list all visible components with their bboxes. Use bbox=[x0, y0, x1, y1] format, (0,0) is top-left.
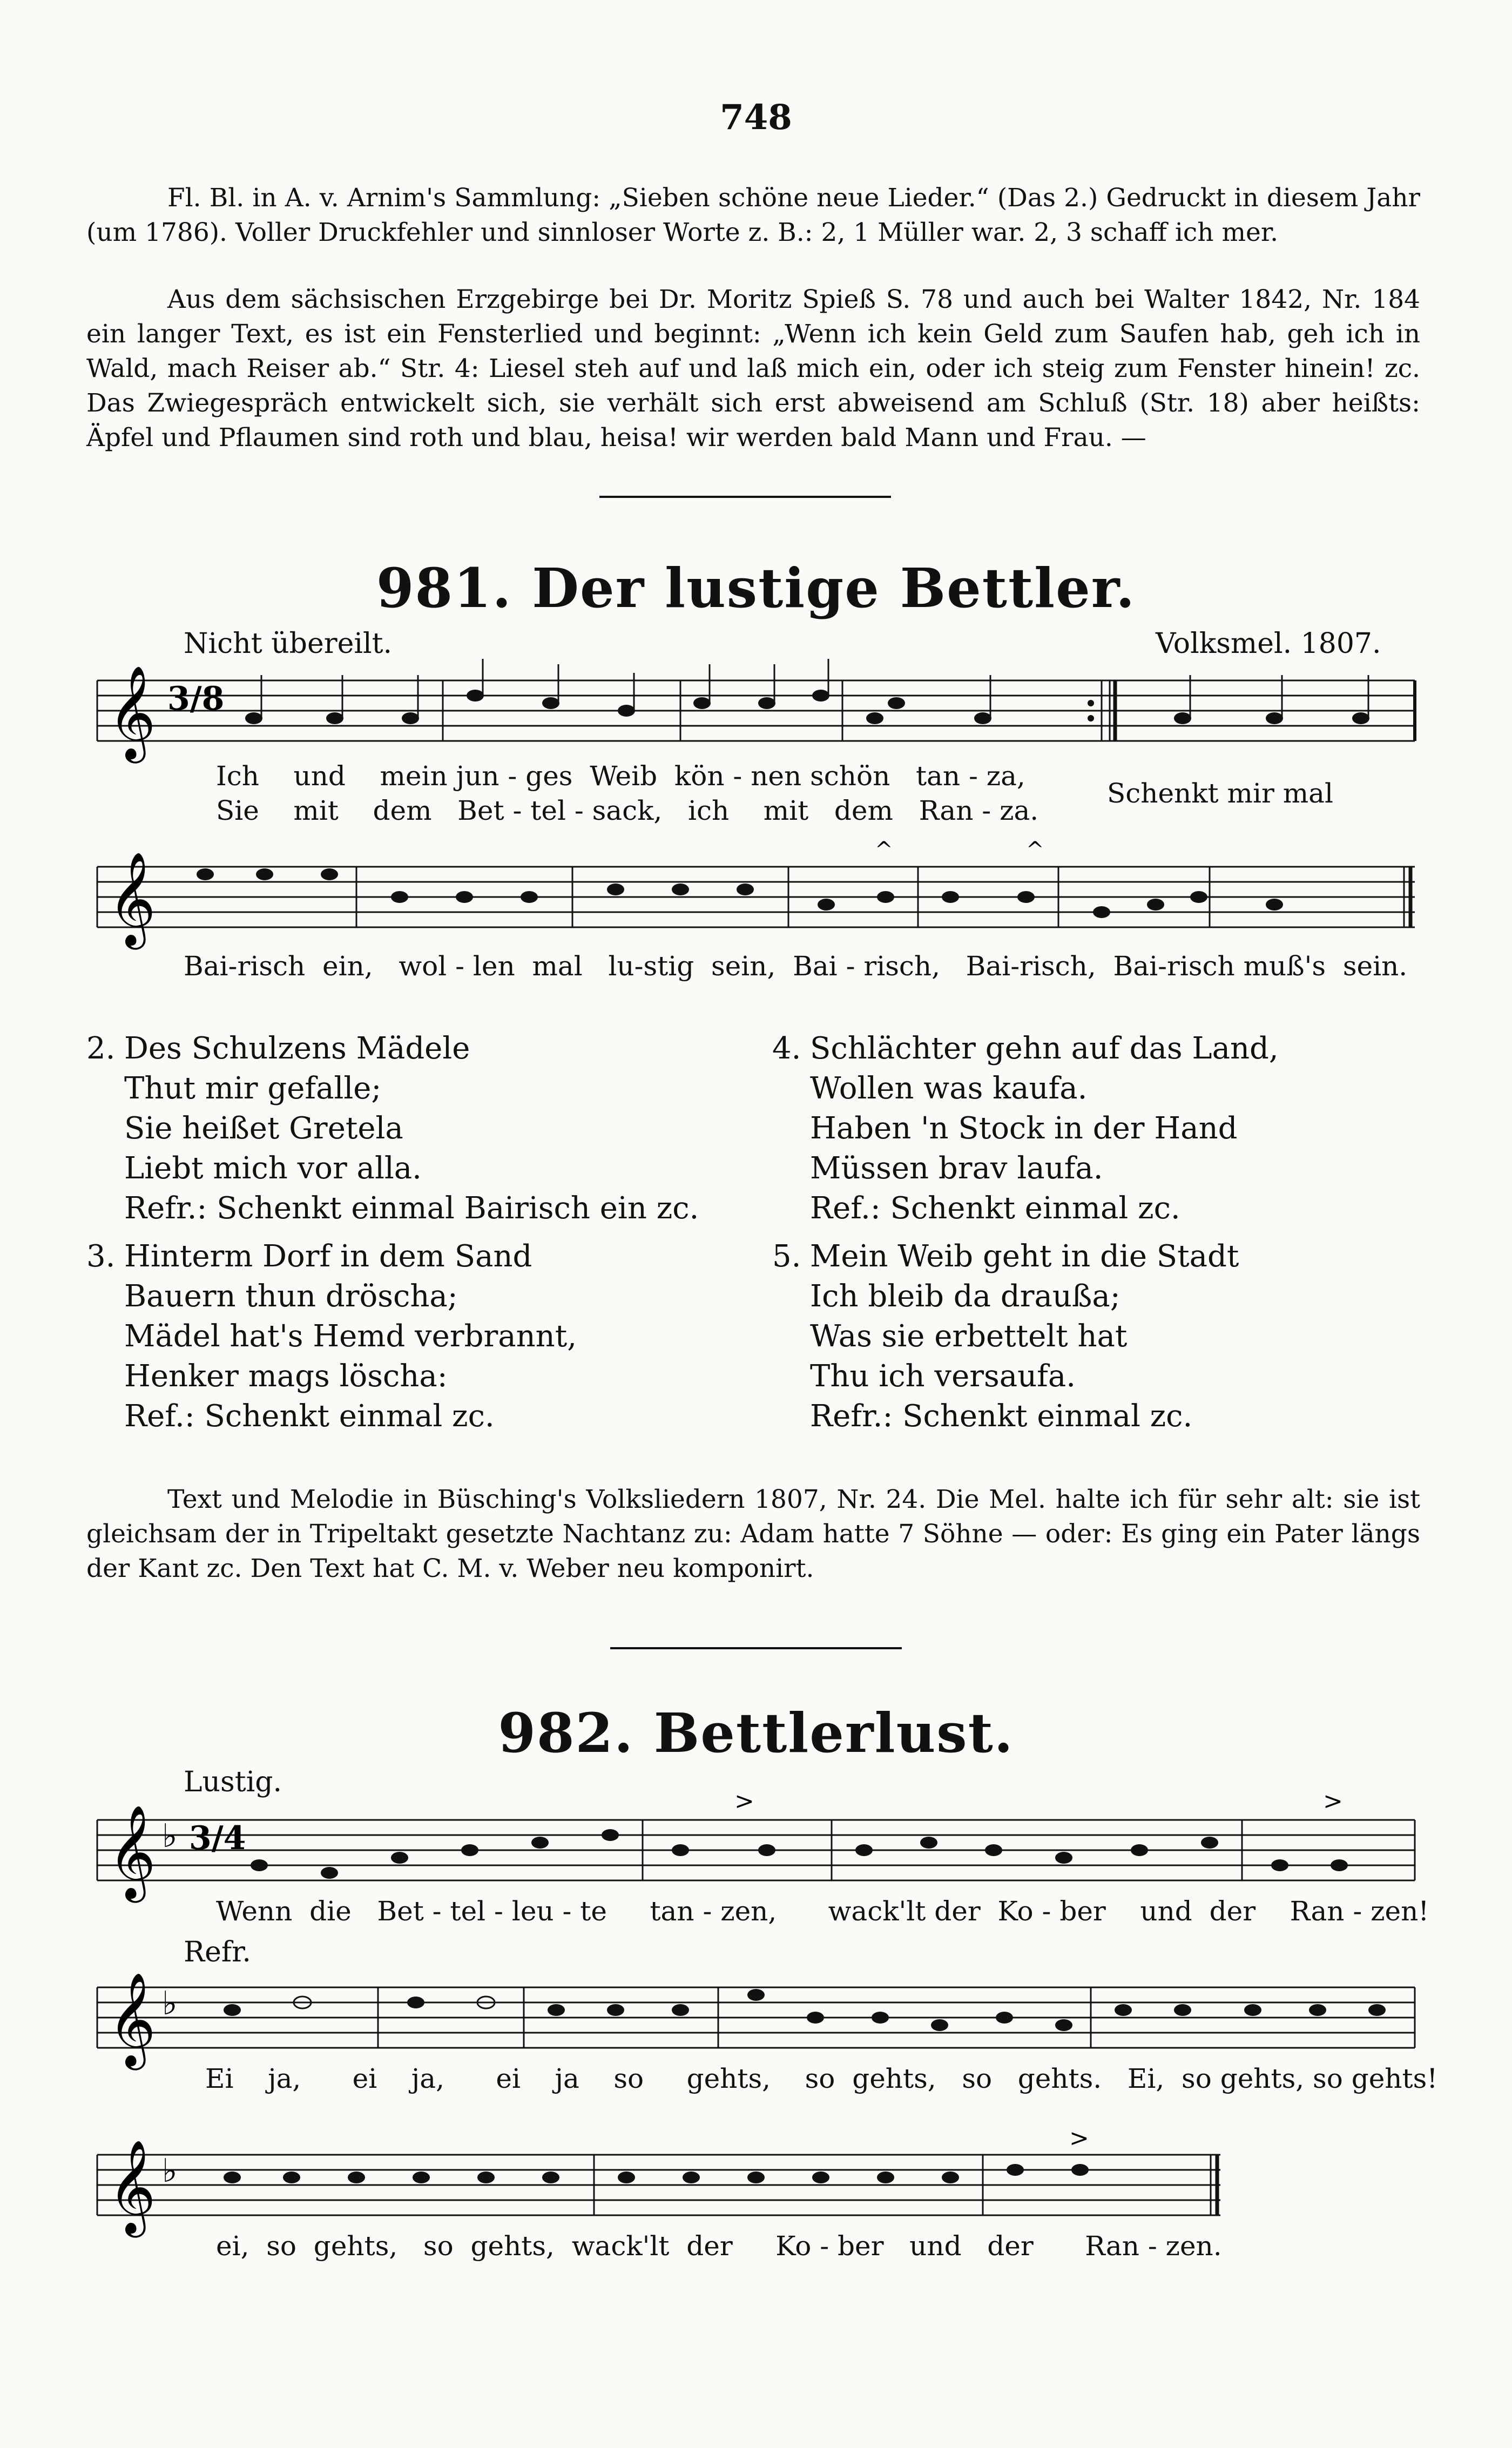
verse-number: 2. bbox=[86, 1031, 116, 1066]
tempo-marking: Nicht übereilt. bbox=[184, 628, 393, 660]
song-981-note: Text und Melodie in Büsching's Volksliedern 1807, Nr. 24. Die Mel. halte ich für sehr alt: sie ist gleichsam der in Tripeltakt gesetzte Nachtanz zu: Adam hatte 7 Söhne — oder: Es ging ein Pater längs der Kant zc. Den Text hat C. M. v. Weber neu komponirt. bbox=[86, 1485, 1420, 1583]
flat-icon: ♭ bbox=[162, 1817, 178, 1855]
lyrics-line-1: Ich und mein jun - ges Weib kön - nen schön tan - za, bbox=[216, 760, 1025, 792]
verse-4: 4. Schlächter gehn auf das Land, Wollen was kaufa. Haben 'n Stock in der Hand Müssen brav laufa. Ref.: Schenkt einmal zc. bbox=[772, 1029, 1279, 1229]
accent-icon: > bbox=[1323, 1788, 1343, 1815]
accent-icon: ^ bbox=[875, 838, 893, 862]
treble-clef-icon: 𝄞 bbox=[108, 665, 156, 759]
treble-clef-icon: 𝄞 bbox=[108, 2140, 156, 2234]
music-staff-982-1 bbox=[97, 1788, 1415, 1899]
music-staff-982-2 bbox=[97, 1971, 1415, 2066]
accent-icon: > bbox=[734, 1788, 754, 1815]
lyrics-line-3: Bai-risch ein, wol - len mal lu-stig sein, Bai - risch, Bai-risch, Bai-risch muß's sein. bbox=[184, 950, 1408, 982]
music-staff-981-2 bbox=[97, 838, 1415, 946]
verse-number: 5. bbox=[772, 1239, 801, 1274]
melody-source: Volksmel. 1807. bbox=[1156, 628, 1381, 660]
verse-3: 3. Hinterm Dorf in dem Sand Bauern thun dröscha; Mädel hat's Hemd verbrannt, Henker mags löscha: Ref.: Schenkt einmal zc. bbox=[86, 1237, 577, 1437]
flat-icon: ♭ bbox=[162, 2152, 178, 2190]
verse-5: 5. Mein Weib geht in die Stadt Ich bleib da draußa; Was sie erbettelt hat Thu ich versaufa. Refr.: Schenkt einmal zc. bbox=[772, 1237, 1239, 1437]
time-signature: 3/4 bbox=[189, 1819, 246, 1857]
treble-clef-icon: 𝄞 bbox=[108, 1972, 156, 2066]
treble-clef-icon: 𝄞 bbox=[108, 1805, 156, 1899]
lyrics-line-3: ei, so gehts, so gehts, wack'lt der Ko - ber und der Ran - zen. bbox=[216, 2230, 1222, 2262]
treble-clef-icon: 𝄞 bbox=[108, 852, 156, 946]
intro-paragraph-1: Fl. Bl. in A. v. Arnim's Sammlung: „Sieben schöne neue Lieder.“ (Das 2.) Gedruckt in diesem Jahr (um 1786). Voller Druckfehler und sinnloser Worte z. B.: 2, 1 Müller war. 2, 3 schaff ich mer. bbox=[86, 183, 1420, 247]
song-number: 981. bbox=[376, 556, 512, 620]
song-982-heading bbox=[0, 1701, 1512, 1765]
verse-number: 3. bbox=[86, 1239, 116, 1274]
section-divider bbox=[610, 1647, 902, 1649]
verse-2: 2. Des Schulzens Mädele Thut mir gefalle; Sie heißet Gretela Liebt mich vor alla. Refr.: Schenkt einmal Bairisch ein zc. bbox=[86, 1029, 699, 1229]
section-divider bbox=[599, 496, 891, 498]
time-signature: 3/8 bbox=[167, 680, 225, 718]
intro-paragraph-2: Aus dem sächsischen Erzgebirge bei Dr. Moritz Spieß S. 78 und auch bei Walter 1842, Nr. 184 ein langer Text, es ist ein Fensterlied und beginnt: „Wenn ich kein Geld zum Saufen hab, geh ich in Wald, mach Reiser ab.“ Str. 4: Liesel steh auf und laß mich ein, oder ich steig zum Fenster hinein! zc. Das Zwiegespräch entwickelt sich, sie verhält sich erst abweisend am Schluß (Str. 18) aber heißts: Äpfel und Pflaumen sind roth und blau, heisa! wir werden bald Mann und Frau. — bbox=[86, 285, 1420, 453]
music-staff-981-1 bbox=[97, 664, 1415, 759]
accent-icon: > bbox=[1069, 2125, 1089, 2152]
page-number: 748 bbox=[720, 97, 792, 138]
music-staff-982-3 bbox=[97, 2125, 1220, 2234]
song-981-heading bbox=[0, 556, 1512, 620]
song-number: 982. bbox=[498, 1701, 634, 1765]
lyrics-line-2: Ei ja, ei ja, ei ja so gehts, so gehts, so gehts. Ei, so gehts, so gehts! bbox=[205, 2063, 1438, 2094]
lyrics-refrain: Schenkt mir mal bbox=[1107, 778, 1333, 809]
song-title: Der lustige Bettler. bbox=[532, 556, 1136, 620]
refrain-label: Refr. bbox=[184, 1936, 251, 1968]
lyrics-line-2: Sie mit dem Bet - tel - sack, ich mit dem Ran - za. bbox=[216, 795, 1039, 826]
accent-icon: ^ bbox=[1026, 838, 1044, 862]
tempo-marking: Lustig. bbox=[184, 1766, 282, 1798]
verse-number: 4. bbox=[772, 1031, 801, 1066]
lyrics-line-1: Wenn die Bet - tel - leu - te tan - zen, wack'lt der Ko - ber und der Ran - zen! bbox=[216, 1896, 1429, 1927]
song-title: Bettlerlust. bbox=[653, 1701, 1014, 1765]
flat-icon: ♭ bbox=[162, 1985, 178, 2022]
